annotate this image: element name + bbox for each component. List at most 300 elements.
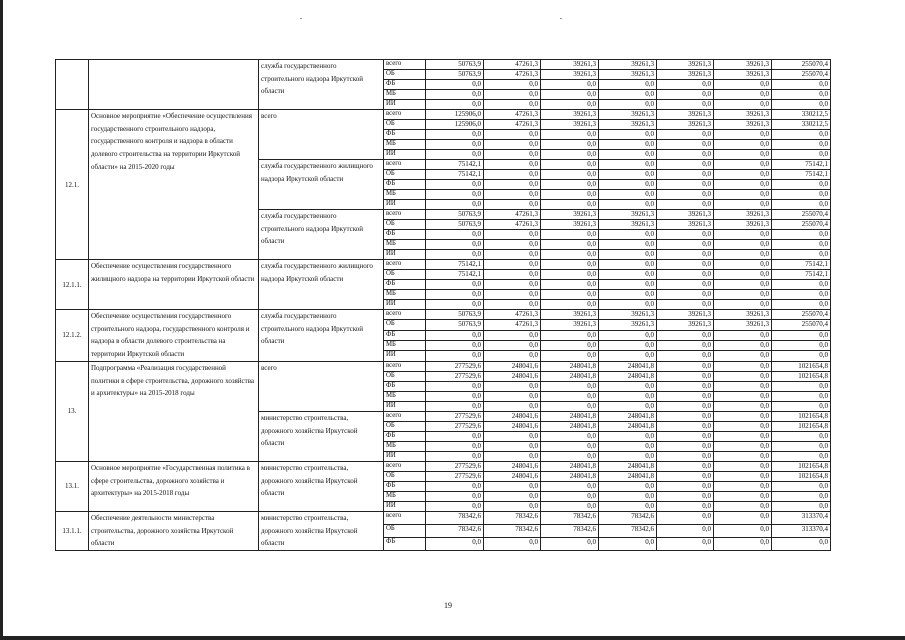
item-name: Обеспечение деятельности министерства строительства, дорожного хозяйства Иркутской области [89, 511, 259, 550]
year-value: 248041,8 [599, 421, 657, 431]
year-value: 39261,3 [657, 120, 714, 130]
year-value: 0,0 [484, 401, 541, 411]
year-value: 0,0 [714, 230, 772, 240]
year-value: 0,0 [657, 451, 714, 461]
total-value: 0,0 [772, 100, 831, 110]
year-value: 0,0 [657, 537, 714, 550]
year-value: 0,0 [599, 100, 657, 110]
year-value: 0,0 [714, 90, 772, 100]
year-value: 0,0 [426, 537, 484, 550]
year-value: 0,0 [541, 501, 599, 511]
year-value: 0,0 [541, 200, 599, 210]
total-value: 0,0 [772, 80, 831, 90]
total-value: 1021654,8 [772, 371, 831, 381]
item-number: 12.1. [56, 110, 89, 260]
funding-source: всего [384, 310, 426, 320]
year-value: 0,0 [657, 441, 714, 451]
year-value: 0,0 [657, 190, 714, 200]
year-value: 0,0 [657, 481, 714, 491]
total-value: 75142,1 [772, 160, 831, 170]
executor-name: служба государственного жилищного надзора Иркутской области [259, 260, 384, 310]
year-value: 50763,9 [426, 70, 484, 80]
total-value: 0,0 [772, 280, 831, 290]
total-value: 0,0 [772, 441, 831, 451]
table-row [56, 60, 831, 70]
year-value: 0,0 [599, 250, 657, 260]
year-value: 39261,3 [714, 310, 772, 320]
year-value: 0,0 [426, 290, 484, 300]
year-value: 0,0 [657, 200, 714, 210]
year-value: 0,0 [657, 421, 714, 431]
total-value: 330212,5 [772, 120, 831, 130]
executor-name: служба государственного строительного надзора Иркутской области [259, 310, 384, 362]
year-value: 39261,3 [714, 120, 772, 130]
funding-source: МБ [384, 90, 426, 100]
funding-source: всего [384, 110, 426, 120]
year-value: 0,0 [714, 401, 772, 411]
funding-source: всего [384, 160, 426, 170]
year-value: 0,0 [657, 391, 714, 401]
year-value: 277529,6 [426, 371, 484, 381]
year-value: 248041,8 [599, 411, 657, 421]
year-value: 0,0 [484, 537, 541, 550]
funding-table [55, 59, 831, 551]
total-value: 0,0 [772, 481, 831, 491]
funding-source: всего [384, 260, 426, 270]
year-value: 0,0 [541, 351, 599, 361]
total-value: 255070,4 [772, 60, 831, 70]
year-value: 0,0 [714, 381, 772, 391]
year-value: 0,0 [426, 100, 484, 110]
total-value: 0,0 [772, 431, 831, 441]
executor-name: служба государственного жилищного надзора Иркутской области [259, 160, 384, 210]
year-value: 0,0 [714, 411, 772, 421]
year-value: 0,0 [599, 481, 657, 491]
total-value: 0,0 [772, 330, 831, 340]
funding-source: всего [384, 511, 426, 524]
page-number: 19 [444, 601, 452, 610]
year-value: 248041,6 [484, 371, 541, 381]
total-value: 0,0 [772, 190, 831, 200]
year-value: 0,0 [714, 300, 772, 310]
total-value: 1021654,8 [772, 411, 831, 421]
funding-source: ФБ [384, 537, 426, 550]
funding-source: ФБ [384, 280, 426, 290]
year-value: 0,0 [484, 240, 541, 250]
year-value: 0,0 [426, 140, 484, 150]
year-value: 277529,6 [426, 471, 484, 481]
year-value: 0,0 [599, 130, 657, 140]
year-value: 0,0 [484, 250, 541, 260]
year-value: 0,0 [426, 491, 484, 501]
year-value: 0,0 [599, 401, 657, 411]
year-value: 0,0 [484, 431, 541, 441]
funding-source: ИИ [384, 401, 426, 411]
year-value: 0,0 [541, 100, 599, 110]
year-value: 0,0 [484, 180, 541, 190]
year-value: 0,0 [599, 270, 657, 280]
year-value: 0,0 [426, 80, 484, 90]
year-value: 39261,3 [599, 120, 657, 130]
year-value: 0,0 [426, 130, 484, 140]
year-value: 78342,6 [599, 511, 657, 524]
year-value: 39261,3 [714, 320, 772, 330]
funding-source: ИИ [384, 300, 426, 310]
item-name: Подпрограмма «Реализация государственной политики в сфере строительства, дорожного хозяйства и архитектуры» на 2015-2018 годы [89, 361, 259, 461]
year-value: 39261,3 [714, 110, 772, 120]
funding-source: ОБ [384, 220, 426, 230]
year-value: 0,0 [484, 330, 541, 340]
year-value: 0,0 [484, 341, 541, 351]
year-value: 0,0 [657, 501, 714, 511]
year-value: 0,0 [541, 401, 599, 411]
year-value: 0,0 [714, 250, 772, 260]
year-value: 248041,8 [541, 361, 599, 371]
item-name [89, 60, 259, 110]
year-value: 0,0 [426, 501, 484, 511]
year-value: 39261,3 [541, 110, 599, 120]
year-value: 0,0 [599, 280, 657, 290]
funding-source: ОБ [384, 421, 426, 431]
year-value: 39261,3 [541, 310, 599, 320]
year-value: 0,0 [657, 260, 714, 270]
year-value: 0,0 [541, 537, 599, 550]
funding-source: ФБ [384, 431, 426, 441]
year-value: 75142,1 [426, 170, 484, 180]
year-value: 0,0 [714, 341, 772, 351]
year-value: 39261,3 [714, 70, 772, 80]
year-value: 78342,6 [599, 524, 657, 537]
year-value: 39261,3 [541, 60, 599, 70]
item-name: Основное мероприятие «Государственная политика в сфере строительства, дорожного хозяйства и архитектуры» на 2015-2018 годы [89, 461, 259, 511]
funding-source: всего [384, 210, 426, 220]
year-value: 0,0 [599, 381, 657, 391]
year-value: 0,0 [541, 130, 599, 140]
year-value: 0,0 [484, 200, 541, 210]
year-value: 0,0 [714, 130, 772, 140]
year-value: 0,0 [599, 431, 657, 441]
year-value: 0,0 [657, 140, 714, 150]
year-value: 0,0 [657, 160, 714, 170]
year-value: 0,0 [714, 180, 772, 190]
year-value: 0,0 [599, 491, 657, 501]
year-value: 39261,3 [599, 310, 657, 320]
item-number: 13.1. [56, 461, 89, 511]
year-value: 0,0 [657, 401, 714, 411]
total-value: 0,0 [772, 501, 831, 511]
funding-source: МБ [384, 441, 426, 451]
year-value: 0,0 [484, 140, 541, 150]
year-value: 0,0 [426, 230, 484, 240]
year-value: 0,0 [657, 431, 714, 441]
year-value: 248041,6 [484, 471, 541, 481]
year-value: 0,0 [599, 537, 657, 550]
year-value: 50763,9 [426, 210, 484, 220]
year-value: 47261,3 [484, 210, 541, 220]
year-value: 0,0 [484, 451, 541, 461]
year-value: 0,0 [657, 100, 714, 110]
total-value: 0,0 [772, 391, 831, 401]
year-value: 0,0 [599, 200, 657, 210]
year-value: 0,0 [541, 481, 599, 491]
year-value: 0,0 [657, 300, 714, 310]
year-value: 0,0 [657, 351, 714, 361]
year-value: 0,0 [426, 280, 484, 290]
total-value: 0,0 [772, 381, 831, 391]
year-value: 0,0 [541, 270, 599, 280]
year-value: 47261,3 [484, 320, 541, 330]
year-value: 0,0 [599, 300, 657, 310]
item-number [56, 60, 89, 110]
year-value: 0,0 [714, 260, 772, 270]
year-value: 0,0 [484, 80, 541, 90]
funding-source: ОБ [384, 471, 426, 481]
year-value: 75142,1 [426, 270, 484, 280]
year-value: 0,0 [657, 491, 714, 501]
funding-source: всего [384, 60, 426, 70]
year-value: 0,0 [541, 431, 599, 441]
year-value: 0,0 [484, 130, 541, 140]
year-value: 0,0 [714, 140, 772, 150]
total-value: 75142,1 [772, 270, 831, 280]
year-value: 0,0 [657, 330, 714, 340]
year-value: 0,0 [426, 190, 484, 200]
year-value: 0,0 [599, 290, 657, 300]
year-value: 47261,3 [484, 310, 541, 320]
year-value: 277529,6 [426, 411, 484, 421]
item-name: Обеспечение осуществления государственного жилищного надзора на территории Иркутской области [89, 260, 259, 310]
year-value: 0,0 [541, 451, 599, 461]
year-value: 47261,3 [484, 120, 541, 130]
year-value: 0,0 [599, 170, 657, 180]
year-value: 248041,6 [484, 411, 541, 421]
table-row [56, 110, 831, 120]
executor-name: всего [259, 361, 384, 411]
total-value: 0,0 [772, 351, 831, 361]
item-name: Обеспечение осуществления государственного строительного надзора, государственного контроля и надзора в области долевого строительства на территории Иркутской области [89, 310, 259, 362]
year-value: 47261,3 [484, 60, 541, 70]
total-value: 0,0 [772, 200, 831, 210]
year-value: 39261,3 [599, 210, 657, 220]
total-value: 255070,4 [772, 310, 831, 320]
year-value: 39261,3 [657, 70, 714, 80]
year-value: 78342,6 [484, 511, 541, 524]
year-value: 78342,6 [541, 524, 599, 537]
funding-source: ИИ [384, 501, 426, 511]
item-number: 13.1.1. [56, 511, 89, 550]
total-value: 0,0 [772, 491, 831, 501]
funding-source: всего [384, 461, 426, 471]
year-value: 0,0 [657, 511, 714, 524]
executor-name: служба государственного строительного надзора Иркутской области [259, 60, 384, 110]
funding-source: всего [384, 411, 426, 421]
total-value: 0,0 [772, 240, 831, 250]
funding-source: ОБ [384, 120, 426, 130]
total-value: 0,0 [772, 90, 831, 100]
total-value: 330212,5 [772, 110, 831, 120]
year-value: 0,0 [714, 451, 772, 461]
year-value: 39261,3 [657, 210, 714, 220]
year-value: 0,0 [541, 290, 599, 300]
total-value: 255070,4 [772, 320, 831, 330]
year-value: 0,0 [714, 200, 772, 210]
year-value: 0,0 [484, 160, 541, 170]
year-value: 0,0 [484, 100, 541, 110]
year-value: 0,0 [714, 100, 772, 110]
funding-source: ИИ [384, 150, 426, 160]
funding-source: МБ [384, 391, 426, 401]
year-value: 0,0 [599, 140, 657, 150]
funding-source: ИИ [384, 100, 426, 110]
scan-speck [300, 18, 302, 19]
total-value: 255070,4 [772, 220, 831, 230]
year-value: 39261,3 [599, 110, 657, 120]
year-value: 0,0 [426, 90, 484, 100]
year-value: 0,0 [714, 170, 772, 180]
year-value: 0,0 [657, 290, 714, 300]
funding-source: ИИ [384, 200, 426, 210]
total-value: 0,0 [772, 300, 831, 310]
year-value: 0,0 [541, 90, 599, 100]
year-value: 0,0 [426, 240, 484, 250]
total-value: 0,0 [772, 230, 831, 240]
year-value: 0,0 [426, 381, 484, 391]
year-value: 0,0 [714, 461, 772, 471]
year-value: 0,0 [599, 260, 657, 270]
year-value: 0,0 [426, 481, 484, 491]
total-value: 0,0 [772, 180, 831, 190]
year-value: 248041,8 [599, 471, 657, 481]
year-value: 0,0 [426, 401, 484, 411]
table-row [56, 361, 831, 371]
funding-source: ОБ [384, 270, 426, 280]
year-value: 0,0 [714, 290, 772, 300]
funding-source: ФБ [384, 381, 426, 391]
total-value: 0,0 [772, 290, 831, 300]
year-value: 0,0 [599, 501, 657, 511]
year-value: 0,0 [541, 280, 599, 290]
year-value: 39261,3 [657, 110, 714, 120]
year-value: 0,0 [484, 381, 541, 391]
year-value: 0,0 [714, 280, 772, 290]
year-value: 39261,3 [599, 60, 657, 70]
year-value: 39261,3 [657, 310, 714, 320]
year-value: 0,0 [541, 491, 599, 501]
table-row [56, 511, 831, 524]
year-value: 248041,8 [541, 371, 599, 381]
year-value: 248041,8 [541, 471, 599, 481]
funding-source: ОБ [384, 371, 426, 381]
year-value: 125906,0 [426, 110, 484, 120]
funding-source: ФБ [384, 330, 426, 340]
executor-name: министерство строительства, дорожного хозяйства Иркутской области [259, 411, 384, 461]
executor-name: всего [259, 110, 384, 160]
total-value: 313370,4 [772, 511, 831, 524]
year-value: 277529,6 [426, 461, 484, 471]
total-value: 75142,1 [772, 260, 831, 270]
year-value: 0,0 [714, 421, 772, 431]
table-row [56, 461, 831, 471]
year-value: 75142,1 [426, 160, 484, 170]
funding-source: МБ [384, 341, 426, 351]
year-value: 39261,3 [657, 60, 714, 70]
year-value: 0,0 [426, 391, 484, 401]
total-value: 0,0 [772, 401, 831, 411]
funding-source: ФБ [384, 481, 426, 491]
year-value: 0,0 [657, 461, 714, 471]
year-value: 0,0 [484, 481, 541, 491]
total-value: 1021654,8 [772, 361, 831, 371]
year-value: 0,0 [484, 90, 541, 100]
total-value: 0,0 [772, 150, 831, 160]
year-value: 0,0 [657, 90, 714, 100]
total-value: 255070,4 [772, 70, 831, 80]
year-value: 0,0 [714, 524, 772, 537]
year-value: 248041,6 [484, 361, 541, 371]
year-value: 0,0 [714, 190, 772, 200]
year-value: 0,0 [541, 190, 599, 200]
year-value: 0,0 [426, 431, 484, 441]
year-value: 248041,8 [541, 461, 599, 471]
year-value: 0,0 [657, 270, 714, 280]
year-value: 39261,3 [541, 220, 599, 230]
year-value: 0,0 [541, 330, 599, 340]
year-value: 0,0 [484, 441, 541, 451]
funding-source: ФБ [384, 180, 426, 190]
year-value: 0,0 [484, 391, 541, 401]
year-value: 0,0 [599, 330, 657, 340]
year-value: 0,0 [541, 180, 599, 190]
year-value: 0,0 [714, 501, 772, 511]
year-value: 47261,3 [484, 110, 541, 120]
year-value: 0,0 [599, 160, 657, 170]
year-value: 0,0 [484, 230, 541, 240]
year-value: 39261,3 [714, 210, 772, 220]
year-value: 0,0 [714, 537, 772, 550]
year-value: 0,0 [426, 300, 484, 310]
year-value: 0,0 [541, 341, 599, 351]
year-value: 0,0 [599, 441, 657, 451]
year-value: 0,0 [426, 441, 484, 451]
year-value: 0,0 [657, 361, 714, 371]
year-value: 277529,6 [426, 361, 484, 371]
year-value: 0,0 [599, 341, 657, 351]
year-value: 0,0 [426, 150, 484, 160]
year-value: 0,0 [714, 351, 772, 361]
year-value: 0,0 [657, 341, 714, 351]
year-value: 0,0 [426, 351, 484, 361]
year-value: 0,0 [714, 361, 772, 371]
year-value: 0,0 [714, 491, 772, 501]
funding-source: МБ [384, 240, 426, 250]
year-value: 0,0 [714, 391, 772, 401]
year-value: 39261,3 [714, 60, 772, 70]
year-value: 47261,3 [484, 70, 541, 80]
total-value: 0,0 [772, 537, 831, 550]
total-value: 0,0 [772, 451, 831, 461]
year-value: 0,0 [541, 150, 599, 160]
year-value: 78342,6 [484, 524, 541, 537]
year-value: 248041,8 [541, 421, 599, 431]
year-value: 0,0 [599, 391, 657, 401]
year-value: 0,0 [599, 240, 657, 250]
year-value: 0,0 [484, 351, 541, 361]
year-value: 0,0 [541, 391, 599, 401]
year-value: 0,0 [541, 250, 599, 260]
year-value: 248041,6 [484, 421, 541, 431]
year-value: 248041,8 [599, 361, 657, 371]
year-value: 0,0 [541, 160, 599, 170]
